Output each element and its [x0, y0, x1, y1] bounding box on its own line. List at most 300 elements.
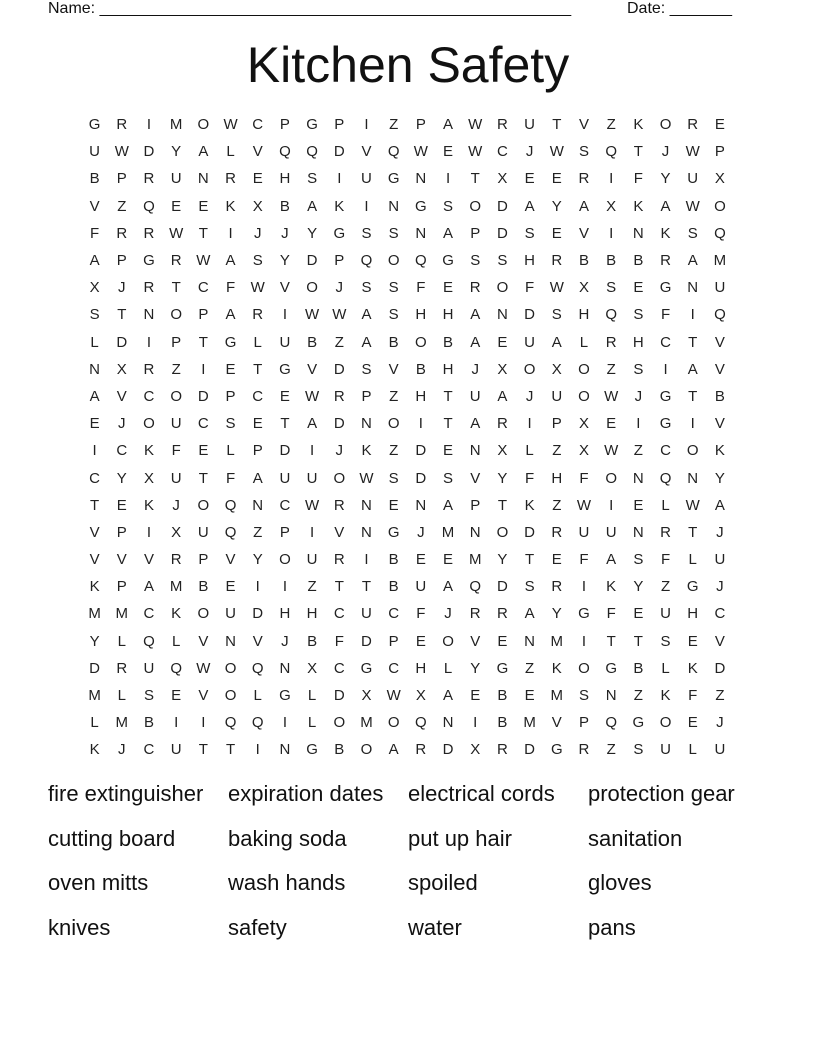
grid-letter: Z — [334, 333, 344, 351]
grid-letter: S — [633, 306, 644, 324]
grid-letter: U — [687, 170, 699, 188]
grid-letter: N — [388, 197, 400, 215]
grid-letter: A — [361, 333, 372, 351]
grid-letter: N — [632, 469, 644, 487]
grid-letter: R — [116, 659, 128, 677]
grid-letter: J — [716, 523, 724, 541]
grid-letter: R — [551, 578, 563, 596]
grid-letter: H — [442, 306, 454, 324]
grid-letter: D — [143, 143, 155, 161]
grid-letter: X — [714, 170, 725, 188]
grid-letter: A — [578, 197, 589, 215]
grid-letter: P — [334, 116, 345, 134]
grid-letter: T — [171, 279, 181, 297]
grid-letter: Q — [469, 578, 482, 596]
grid-letter: G — [415, 197, 427, 215]
grid-letter: J — [661, 143, 670, 161]
grid-letter: W — [549, 143, 564, 161]
grid-letter: U — [170, 170, 182, 188]
grid-letter: F — [525, 469, 535, 487]
grid-letter: A — [388, 741, 399, 759]
grid-letter: U — [279, 469, 291, 487]
grid-letter: E — [633, 496, 644, 514]
grid-letter: I — [581, 578, 587, 596]
word-bank-item: expiration dates — [228, 781, 384, 806]
grid-letter: V — [89, 523, 100, 541]
grid-letter: E — [89, 415, 100, 433]
grid-letter: D — [415, 469, 427, 487]
grid-letter: X — [578, 442, 589, 460]
grid-letter: Z — [253, 523, 263, 541]
grid-letter: N — [415, 496, 427, 514]
grid-letter: U — [170, 415, 182, 433]
grid-letter: B — [497, 714, 508, 732]
grid-letter: E — [171, 197, 182, 215]
grid-letter: S — [578, 687, 589, 705]
grid-letter: G — [496, 659, 509, 677]
grid-letter: E — [415, 551, 426, 569]
grid-letter: V — [578, 116, 589, 134]
grid-letter: G — [306, 741, 318, 759]
grid-letter: L — [117, 687, 126, 705]
grid-letter: R — [578, 741, 590, 759]
grid-letter: G — [88, 116, 101, 134]
grid-letter: W — [685, 197, 700, 215]
grid-letter: O — [442, 632, 454, 650]
grid-letter: R — [225, 170, 236, 188]
grid-letter: B — [578, 252, 589, 270]
grid-letter: W — [685, 496, 700, 514]
grid-letter: G — [442, 252, 454, 270]
grid-letter: D — [306, 252, 318, 270]
grid-letter: Z — [117, 197, 127, 215]
word-bank-item: sanitation — [588, 825, 683, 851]
grid-letter: Q — [251, 659, 264, 677]
grid-letter: S — [443, 197, 454, 215]
grid-letter: R — [687, 116, 699, 134]
grid-letter: P — [470, 496, 481, 514]
grid-letter: X — [497, 170, 508, 188]
grid-letter: V — [198, 632, 209, 650]
grid-letter: A — [470, 415, 481, 433]
grid-letter: N — [524, 632, 536, 650]
word-bank-item: safety — [228, 915, 287, 941]
grid-letter: L — [579, 333, 589, 351]
grid-letter: J — [525, 143, 534, 161]
grid-letter: V — [198, 687, 209, 705]
grid-letter: X — [361, 687, 372, 705]
grid-letter: Y — [279, 252, 290, 270]
grid-letter: O — [143, 415, 155, 433]
word-bank-item: pans — [588, 915, 636, 941]
grid-letter: V — [714, 632, 725, 650]
grid-letter: E — [633, 279, 644, 297]
grid-letter: F — [579, 469, 589, 487]
grid-letter: X — [89, 279, 100, 297]
grid-letter: O — [306, 279, 318, 297]
grid-letter: C — [660, 442, 671, 460]
grid-letter: U — [714, 741, 726, 759]
grid-letter: V — [551, 714, 562, 732]
grid-letter: B — [443, 333, 454, 351]
grid-letter: I — [609, 496, 614, 514]
grid-letter: X — [497, 360, 508, 378]
grid-letter: E — [524, 687, 535, 705]
grid-letter: C — [333, 605, 345, 623]
grid-letter: M — [713, 252, 727, 270]
grid-letter: V — [361, 143, 372, 161]
grid-letter: L — [307, 714, 317, 732]
grid-letter: O — [387, 252, 400, 270]
grid-letter: P — [361, 387, 372, 405]
grid-letter: E — [225, 578, 236, 596]
grid-letter: V — [143, 551, 154, 569]
grid-letter: E — [443, 279, 454, 297]
grid-letter: A — [470, 306, 481, 324]
grid-letter: L — [171, 632, 181, 650]
grid-letter: O — [170, 387, 182, 405]
grid-letter: E — [171, 687, 182, 705]
grid-letter: C — [143, 605, 155, 623]
grid-letter: Z — [389, 442, 399, 460]
grid-letter: N — [442, 714, 454, 732]
grid-letter: V — [714, 415, 725, 433]
grid-letter: Q — [714, 306, 726, 324]
grid-letter: N — [496, 306, 508, 324]
grid-letter: B — [633, 659, 644, 677]
grid-letter: N — [225, 632, 236, 650]
grid-letter: V — [252, 632, 263, 650]
grid-letter: W — [468, 116, 483, 134]
grid-letter: I — [228, 224, 233, 242]
grid-letter: O — [279, 551, 291, 569]
grid-letter: B — [143, 714, 154, 732]
grid-letter: O — [523, 360, 536, 378]
grid-letter: K — [660, 224, 671, 242]
grid-letter: O — [605, 469, 617, 487]
grid-letter: J — [444, 605, 452, 623]
grid-letter: V — [714, 333, 725, 351]
grid-letter: W — [576, 496, 592, 514]
grid-letter: P — [198, 551, 209, 569]
grid-letter: F — [660, 306, 671, 324]
grid-letter: D — [333, 143, 345, 161]
grid-letter: K — [361, 442, 372, 460]
grid-letter: M — [523, 714, 536, 732]
grid-letter: K — [714, 442, 725, 460]
grid-letter: S — [470, 252, 481, 270]
grid-letter: E — [687, 632, 698, 650]
grid-letter: Q — [605, 714, 617, 732]
grid-letter: U — [279, 333, 291, 351]
grid-letter: D — [116, 333, 128, 351]
grid-letter: O — [197, 496, 210, 514]
grid-letter: Q — [387, 143, 400, 161]
grid-letter: T — [198, 469, 208, 487]
grid-letter: G — [659, 415, 672, 433]
grid-letter: D — [279, 442, 291, 460]
grid-letter: U — [524, 333, 536, 351]
grid-letter: M — [360, 714, 373, 732]
grid-letter: X — [252, 197, 263, 215]
grid-letter: O — [496, 279, 509, 297]
grid-letter: Z — [606, 741, 616, 759]
grid-letter: C — [252, 116, 264, 134]
grid-letter: I — [255, 741, 260, 759]
grid-letter: F — [606, 605, 616, 623]
grid-letter: R — [496, 116, 508, 134]
grid-letter: D — [252, 605, 264, 623]
grid-letter: O — [333, 714, 346, 732]
grid-letter: R — [333, 551, 345, 569]
grid-letter: S — [361, 279, 372, 297]
grid-letter: G — [686, 578, 699, 596]
grid-letter: T — [280, 415, 290, 433]
grid-letter: T — [90, 496, 100, 514]
letter-grid — [81, 111, 734, 764]
grid-letter: I — [445, 170, 451, 188]
grid-letter: K — [687, 659, 698, 677]
grid-letter: I — [609, 170, 614, 188]
grid-letter: P — [116, 523, 127, 541]
grid-letter: P — [225, 387, 236, 405]
grid-letter: M — [169, 116, 183, 134]
grid-letter: A — [524, 605, 535, 623]
grid-letter: I — [174, 714, 179, 732]
grid-letter: C — [279, 496, 291, 514]
grid-letter: D — [524, 741, 536, 759]
grid-letter: G — [143, 252, 155, 270]
grid-letter: F — [660, 551, 671, 569]
grid-letter: J — [118, 415, 126, 433]
grid-letter: Z — [606, 360, 616, 378]
grid-letter: C — [496, 143, 508, 161]
grid-letter: L — [661, 496, 670, 514]
grid-letter: N — [687, 279, 699, 297]
grid-letter: S — [388, 306, 399, 324]
grid-letter: Q — [360, 252, 373, 270]
grid-letter: R — [143, 279, 155, 297]
grid-letter: V — [470, 632, 481, 650]
grid-letter: O — [197, 116, 210, 134]
grid-letter: O — [659, 116, 672, 134]
grid-letter: N — [197, 170, 209, 188]
grid-letter: Y — [633, 578, 644, 596]
grid-letter: V — [225, 551, 236, 569]
grid-letter: Y — [470, 659, 481, 677]
grid-letter: E — [198, 197, 209, 215]
grid-letter: U — [89, 143, 101, 161]
grid-letter: R — [551, 252, 563, 270]
grid-letter: W — [549, 279, 564, 297]
grid-letter: A — [198, 143, 209, 161]
grid-letter: B — [633, 252, 644, 270]
grid-letter: P — [415, 116, 426, 134]
grid-letter: E — [116, 496, 127, 514]
grid-letter: T — [525, 551, 535, 569]
grid-letter: O — [387, 415, 400, 433]
grid-letter: D — [333, 415, 345, 433]
grid-letter: V — [116, 387, 127, 405]
grid-letter: T — [225, 741, 236, 759]
grid-letter: J — [335, 442, 344, 460]
grid-letter: W — [386, 687, 401, 705]
grid-letter: E — [551, 551, 562, 569]
word-bank-item: oven mitts — [48, 870, 149, 896]
grid-letter: J — [471, 360, 479, 378]
grid-letter: I — [364, 551, 369, 569]
grid-letter: A — [714, 496, 725, 514]
word-bank-item: water — [408, 915, 462, 941]
grid-letter: K — [89, 741, 100, 759]
grid-letter: S — [361, 360, 372, 378]
grid-letter: S — [143, 687, 154, 705]
grid-letter: L — [661, 659, 670, 677]
grid-letter: B — [388, 333, 399, 351]
grid-letter: S — [89, 306, 100, 324]
grid-letter: W — [114, 143, 129, 161]
grid-letter: M — [88, 605, 101, 623]
grid-letter: E — [225, 360, 236, 378]
grid-letter: A — [307, 415, 318, 433]
word-bank-item: baking soda — [228, 825, 347, 851]
grid-letter: G — [360, 659, 373, 677]
grid-letter: J — [525, 387, 534, 405]
grid-letter: H — [279, 605, 291, 623]
grid-letter: U — [361, 605, 372, 623]
grid-letter: S — [687, 224, 698, 242]
grid-letter: S — [551, 306, 562, 324]
grid-letter: Z — [660, 578, 671, 596]
grid-letter: C — [143, 741, 155, 759]
grid-letter: A — [252, 469, 263, 487]
grid-letter: S — [606, 279, 617, 297]
grid-letter: L — [117, 632, 126, 650]
grid-letter: G — [578, 605, 590, 623]
grid-letter: W — [604, 387, 619, 405]
grid-letter: F — [90, 224, 100, 242]
grid-letter: O — [415, 333, 427, 351]
grid-letter: R — [170, 252, 182, 270]
grid-letter: P — [279, 523, 290, 541]
grid-letter: I — [310, 442, 315, 460]
grid-letter: N — [415, 170, 427, 188]
grid-letter: U — [415, 578, 427, 596]
grid-letter: R — [660, 252, 671, 270]
grid-letter: V — [714, 360, 725, 378]
grid-letter: W — [604, 442, 619, 460]
grid-letter: T — [361, 578, 372, 596]
grid-letter: D — [524, 306, 536, 324]
grid-letter: N — [415, 224, 427, 242]
grid-letter: J — [634, 387, 643, 405]
grid-letter: N — [252, 496, 264, 514]
grid-letter: X — [415, 687, 426, 705]
grid-letter: Z — [633, 442, 643, 460]
grid-letter: B — [307, 333, 318, 351]
grid-letter: A — [497, 387, 508, 405]
grid-letter: R — [660, 523, 671, 541]
grid-letter: G — [550, 741, 563, 759]
grid-letter: O — [496, 523, 509, 541]
grid-letter: Q — [251, 714, 264, 732]
grid-letter: I — [146, 116, 152, 134]
grid-letter: E — [415, 632, 426, 650]
grid-letter: J — [253, 224, 262, 242]
grid-letter: D — [415, 442, 427, 460]
grid-letter: U — [306, 469, 318, 487]
grid-letter: I — [690, 306, 695, 324]
grid-letter: N — [361, 415, 372, 433]
grid-letter: S — [524, 224, 535, 242]
grid-letter: H — [578, 306, 590, 324]
grid-letter: V — [279, 279, 290, 297]
grid-letter: L — [90, 333, 99, 351]
grid-letter: H — [551, 469, 563, 487]
grid-letter: O — [578, 659, 590, 677]
grid-letter: F — [688, 687, 698, 705]
grid-letter: B — [198, 578, 209, 596]
grid-letter: L — [253, 333, 262, 351]
grid-letter: Y — [307, 224, 318, 242]
grid-letter: O — [578, 387, 590, 405]
grid-letter: A — [551, 333, 562, 351]
grid-letter: A — [307, 197, 318, 215]
grid-letter: R — [496, 741, 508, 759]
grid-letter: V — [116, 551, 127, 569]
grid-letter: Z — [715, 687, 725, 705]
grid-letter: Y — [89, 632, 100, 650]
grid-letter: P — [714, 143, 725, 161]
grid-letter: M — [88, 687, 101, 705]
grid-letter: K — [551, 659, 562, 677]
grid-letter: Q — [170, 659, 182, 677]
grid-letter: F — [633, 170, 643, 188]
grid-letter: J — [417, 523, 425, 541]
grid-letter: U — [143, 659, 155, 677]
grid-letter: Z — [389, 387, 399, 405]
grid-letter: O — [686, 442, 699, 460]
grid-letter: L — [226, 143, 235, 161]
grid-letter: G — [279, 687, 291, 705]
grid-letter: K — [334, 197, 345, 215]
grid-letter: C — [333, 659, 345, 677]
grid-letter: J — [716, 578, 724, 596]
grid-letter: Y — [171, 143, 182, 161]
grid-letter: X — [578, 415, 589, 433]
grid-letter: R — [551, 523, 563, 541]
grid-letter: O — [224, 659, 237, 677]
grid-letter: E — [497, 333, 508, 351]
grid-letter: V — [388, 360, 399, 378]
grid-letter: K — [143, 496, 154, 514]
grid-letter: D — [333, 360, 345, 378]
grid-letter: W — [305, 306, 320, 324]
grid-letter: L — [688, 741, 697, 759]
grid-letter: H — [415, 306, 427, 324]
grid-letter: A — [89, 387, 100, 405]
grid-letter: R — [116, 224, 128, 242]
name-field-label: Name: _____________________________________________________ — [48, 0, 572, 17]
grid-letter: R — [496, 415, 508, 433]
grid-letter: A — [143, 578, 154, 596]
grid-letter: T — [117, 306, 127, 324]
grid-letter: I — [282, 714, 287, 732]
word-bank-item: knives — [48, 915, 111, 941]
word-bank-item: wash hands — [228, 870, 346, 896]
grid-letter: I — [201, 714, 206, 732]
grid-letter: U — [660, 605, 671, 623]
